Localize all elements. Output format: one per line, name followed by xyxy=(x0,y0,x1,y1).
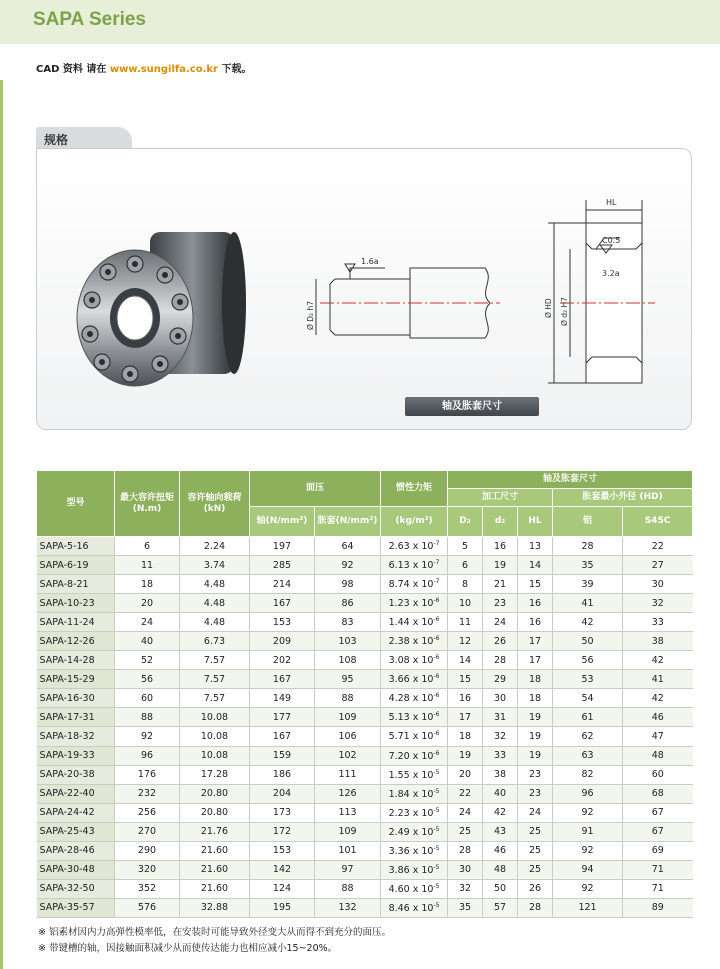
cell-al: 91 xyxy=(553,822,623,841)
cell-al: 39 xyxy=(553,575,623,594)
dimension-caption-button: 轴及胀套尺寸 xyxy=(405,397,539,416)
cell-d2: 43 xyxy=(483,822,518,841)
cell-s45c: 60 xyxy=(623,765,693,784)
cell-inertia: 1.44 x $10^{-6}$ xyxy=(381,613,448,632)
cell-d2: 8 xyxy=(448,575,483,594)
cell-s45c: 30 xyxy=(623,575,693,594)
cell-axial: 17.28 xyxy=(180,765,250,784)
header-shaft-pressure: 轴(N/mm²) xyxy=(250,507,315,537)
cell-hub-p: 83 xyxy=(315,613,381,632)
cell-shaft-p: 204 xyxy=(250,784,315,803)
cell-d2: 26 xyxy=(483,632,518,651)
cell-d2: 19 xyxy=(483,556,518,575)
cell-hl: 25 xyxy=(518,860,553,879)
cell-inertia: 8.74 x $10^{-7}$ xyxy=(381,575,448,594)
cell-d2: 33 xyxy=(483,746,518,765)
header-hub-pressure: 胀套(N/mm²) xyxy=(315,507,381,537)
cell-model: SAPA-6-19 xyxy=(37,556,115,575)
table-row xyxy=(37,822,693,841)
cell-hl: 25 xyxy=(518,841,553,860)
header-max-torque: 最大容许扭矩 (N.m) xyxy=(115,471,180,537)
cell-s45c: 33 xyxy=(623,613,693,632)
cad-suffix: 下载。 xyxy=(217,64,252,75)
cell-shaft-p: 186 xyxy=(250,765,315,784)
header-axial-load: 容许轴向载荷 (kN) xyxy=(180,471,250,537)
cell-al: 41 xyxy=(553,594,623,613)
cell-hub-p: 102 xyxy=(315,746,381,765)
spec-illustration xyxy=(0,0,720,469)
cell-d2: 18 xyxy=(448,727,483,746)
cell-model: SAPA-17-31 xyxy=(37,708,115,727)
cell-inertia: 1.84 x $10^{-5}$ xyxy=(381,784,448,803)
roughness-label-1: 1.6a xyxy=(361,257,379,266)
cell-hub-p: 98 xyxy=(315,575,381,594)
cell-axial: 20.80 xyxy=(180,784,250,803)
cell-model: SAPA-11-24 xyxy=(37,613,115,632)
chamfer-label: C0.5 xyxy=(602,236,621,245)
cell-inertia: 5.71 x $10^{-6}$ xyxy=(381,727,448,746)
table-row xyxy=(37,537,693,556)
cell-d2: 30 xyxy=(448,860,483,879)
cell-hl: 17 xyxy=(518,651,553,670)
cell-inertia: 4.28 x $10^{-6}$ xyxy=(381,689,448,708)
cell-torque: 11 xyxy=(115,556,180,575)
cell-model: SAPA-32-50 xyxy=(37,879,115,898)
header-hl: HL xyxy=(518,507,553,537)
cell-shaft-p: 202 xyxy=(250,651,315,670)
table-row xyxy=(37,746,693,765)
cell-al: 35 xyxy=(553,556,623,575)
cell-model: SAPA-10-23 xyxy=(37,594,115,613)
spec-table xyxy=(36,470,693,918)
series-title: SAPA Series xyxy=(33,9,146,30)
cell-inertia: 3.08 x $10^{-6}$ xyxy=(381,651,448,670)
cell-hl: 15 xyxy=(518,575,553,594)
cell-hub-p: 88 xyxy=(315,879,381,898)
cell-torque: 52 xyxy=(115,651,180,670)
cell-d2: 30 xyxy=(483,689,518,708)
cell-hl: 17 xyxy=(518,632,553,651)
cell-shaft-p: 197 xyxy=(250,537,315,556)
cell-al: 56 xyxy=(553,651,623,670)
cell-d2: 31 xyxy=(483,708,518,727)
cell-model: SAPA-14-28 xyxy=(37,651,115,670)
cell-axial: 7.57 xyxy=(180,651,250,670)
cell-hl: 18 xyxy=(518,670,553,689)
header-min-od: 胀套最小外径 (HD) xyxy=(553,489,693,507)
cell-model: SAPA-12-26 xyxy=(37,632,115,651)
cell-s45c: 46 xyxy=(623,708,693,727)
cad-prefix: CAD 资料 请在 xyxy=(36,64,110,75)
cell-hl: 25 xyxy=(518,822,553,841)
cell-inertia: 1.23 x $10^{-6}$ xyxy=(381,594,448,613)
cell-torque: 18 xyxy=(115,575,180,594)
cell-inertia: 7.20 x $10^{-6}$ xyxy=(381,746,448,765)
cell-axial: 4.48 xyxy=(180,613,250,632)
header-inertia-unit: (kg/m²) xyxy=(381,507,448,537)
cell-d2: 32 xyxy=(448,879,483,898)
cell-torque: 6 xyxy=(115,537,180,556)
cell-hub-p: 111 xyxy=(315,765,381,784)
table-row xyxy=(37,651,693,670)
table-row xyxy=(37,556,693,575)
cell-hub-p: 106 xyxy=(315,727,381,746)
cell-axial: 4.48 xyxy=(180,594,250,613)
cell-al: 121 xyxy=(553,898,623,917)
cell-torque: 576 xyxy=(115,898,180,917)
cell-hl: 19 xyxy=(518,708,553,727)
cell-d2: 40 xyxy=(483,784,518,803)
cell-axial: 21.60 xyxy=(180,841,250,860)
note-line: ※ 带键槽的轴，因接触面积减少从而使传达能力也相应减小15~20%。 xyxy=(38,943,338,954)
cell-hl: 18 xyxy=(518,689,553,708)
cell-s45c: 69 xyxy=(623,841,693,860)
cell-shaft-p: 285 xyxy=(250,556,315,575)
cell-shaft-p: 142 xyxy=(250,860,315,879)
cell-d2: 19 xyxy=(448,746,483,765)
table-row xyxy=(37,784,693,803)
cell-hl: 24 xyxy=(518,803,553,822)
table-row xyxy=(37,803,693,822)
cell-model: SAPA-24-42 xyxy=(37,803,115,822)
shaft-dia-label: Ø D₂ h7 xyxy=(306,301,315,330)
cell-shaft-p: 153 xyxy=(250,613,315,632)
cad-download-link[interactable]: www.sungilfa.co.kr xyxy=(109,64,218,75)
cell-axial: 21.60 xyxy=(180,860,250,879)
cell-shaft-p: 177 xyxy=(250,708,315,727)
cell-d2: 50 xyxy=(483,879,518,898)
cell-inertia: 3.36 x $10^{-5}$ xyxy=(381,841,448,860)
cell-inertia: 5.13 x $10^{-6}$ xyxy=(381,708,448,727)
table-row xyxy=(37,879,693,898)
cell-axial: 20.80 xyxy=(180,803,250,822)
cell-d2: 21 xyxy=(483,575,518,594)
cell-hl: 28 xyxy=(518,898,553,917)
header-model: 型号 xyxy=(37,471,115,537)
cell-model: SAPA-15-29 xyxy=(37,670,115,689)
cell-d2: 25 xyxy=(448,822,483,841)
cell-d2: 38 xyxy=(483,765,518,784)
cell-hub-p: 97 xyxy=(315,860,381,879)
cell-inertia: 3.66 x $10^{-6}$ xyxy=(381,670,448,689)
cell-hub-p: 132 xyxy=(315,898,381,917)
cell-s45c: 32 xyxy=(623,594,693,613)
table-row xyxy=(37,708,693,727)
cell-model: SAPA-19-33 xyxy=(37,746,115,765)
cell-al: 92 xyxy=(553,879,623,898)
cell-shaft-p: 195 xyxy=(250,898,315,917)
cell-model: SAPA-25-43 xyxy=(37,822,115,841)
cell-d2: 28 xyxy=(483,651,518,670)
header-d2-upper: D₂ xyxy=(448,507,483,537)
cell-hl: 19 xyxy=(518,727,553,746)
cell-al: 28 xyxy=(553,537,623,556)
cell-s45c: 67 xyxy=(623,803,693,822)
cell-axial: 21.60 xyxy=(180,879,250,898)
cell-torque: 96 xyxy=(115,746,180,765)
cell-inertia: 2.38 x $10^{-6}$ xyxy=(381,632,448,651)
cell-axial: 7.57 xyxy=(180,689,250,708)
cell-hub-p: 95 xyxy=(315,670,381,689)
cell-shaft-p: 159 xyxy=(250,746,315,765)
cell-inertia: 1.55 x $10^{-5}$ xyxy=(381,765,448,784)
cell-d2: 15 xyxy=(448,670,483,689)
cell-al: 92 xyxy=(553,803,623,822)
cell-s45c: 67 xyxy=(623,822,693,841)
cell-hl: 23 xyxy=(518,784,553,803)
cell-d2: 42 xyxy=(483,803,518,822)
cell-hl: 19 xyxy=(518,746,553,765)
cell-torque: 290 xyxy=(115,841,180,860)
cell-d2: 5 xyxy=(448,537,483,556)
cell-s45c: 68 xyxy=(623,784,693,803)
cell-hub-p: 126 xyxy=(315,784,381,803)
cell-axial: 6.73 xyxy=(180,632,250,651)
cell-al: 63 xyxy=(553,746,623,765)
cell-d2: 6 xyxy=(448,556,483,575)
cell-shaft-p: 214 xyxy=(250,575,315,594)
cell-model: SAPA-20-38 xyxy=(37,765,115,784)
cell-d2: 22 xyxy=(448,784,483,803)
cell-s45c: 48 xyxy=(623,746,693,765)
cell-inertia: 2.49 x $10^{-5}$ xyxy=(381,822,448,841)
cell-model: SAPA-28-46 xyxy=(37,841,115,860)
cell-d2: 24 xyxy=(448,803,483,822)
cell-axial: 10.08 xyxy=(180,708,250,727)
cell-al: 62 xyxy=(553,727,623,746)
cell-inertia: 8.46 x $10^{-5}$ xyxy=(381,898,448,917)
table-row xyxy=(37,727,693,746)
cell-al: 54 xyxy=(553,689,623,708)
cell-model: SAPA-8-21 xyxy=(37,575,115,594)
cell-hub-p: 108 xyxy=(315,651,381,670)
cell-d2: 20 xyxy=(448,765,483,784)
cell-inertia: 6.13 x $10^{-7}$ xyxy=(381,556,448,575)
cell-hub-p: 101 xyxy=(315,841,381,860)
cell-axial: 32.88 xyxy=(180,898,250,917)
table-row xyxy=(37,841,693,860)
cell-torque: 20 xyxy=(115,594,180,613)
cell-axial: 3.74 xyxy=(180,556,250,575)
cell-al: 50 xyxy=(553,632,623,651)
cell-d2: 23 xyxy=(483,594,518,613)
cell-d2: 28 xyxy=(448,841,483,860)
cell-d2: 16 xyxy=(483,537,518,556)
roughness-label-2: 3.2a xyxy=(602,269,620,278)
cell-shaft-p: 167 xyxy=(250,727,315,746)
hl-label: HL xyxy=(606,198,617,207)
cell-hub-p: 109 xyxy=(315,708,381,727)
cell-shaft-p: 124 xyxy=(250,879,315,898)
cell-model: SAPA-22-40 xyxy=(37,784,115,803)
cell-torque: 92 xyxy=(115,727,180,746)
cell-d2: 16 xyxy=(448,689,483,708)
table-row xyxy=(37,689,693,708)
cell-d2: 29 xyxy=(483,670,518,689)
cell-al: 61 xyxy=(553,708,623,727)
cell-torque: 24 xyxy=(115,613,180,632)
table-row xyxy=(37,594,693,613)
cell-torque: 320 xyxy=(115,860,180,879)
cell-model: SAPA-30-48 xyxy=(37,860,115,879)
cell-inertia: 2.63 x $10^{-7}$ xyxy=(381,537,448,556)
cell-axial: 4.48 xyxy=(180,575,250,594)
header-inertia: 惯性力矩 xyxy=(381,471,448,507)
cell-torque: 40 xyxy=(115,632,180,651)
cell-hub-p: 86 xyxy=(315,594,381,613)
cell-hub-p: 88 xyxy=(315,689,381,708)
cell-d2: 12 xyxy=(448,632,483,651)
cell-hl: 13 xyxy=(518,537,553,556)
cell-shaft-p: 172 xyxy=(250,822,315,841)
shaft-drawing xyxy=(316,264,500,338)
table-row xyxy=(37,670,693,689)
cell-d2: 14 xyxy=(448,651,483,670)
cell-torque: 352 xyxy=(115,879,180,898)
notes xyxy=(38,925,391,957)
cell-hl: 23 xyxy=(518,765,553,784)
table-row xyxy=(37,632,693,651)
cell-d2: 32 xyxy=(483,727,518,746)
cell-al: 53 xyxy=(553,670,623,689)
cell-s45c: 42 xyxy=(623,689,693,708)
table-row xyxy=(37,860,693,879)
cell-shaft-p: 149 xyxy=(250,689,315,708)
cell-al: 42 xyxy=(553,613,623,632)
cell-inertia: 4.60 x $10^{-5}$ xyxy=(381,879,448,898)
cell-hl: 16 xyxy=(518,613,553,632)
cell-model: SAPA-35-57 xyxy=(37,898,115,917)
cell-axial: 10.08 xyxy=(180,746,250,765)
cell-s45c: 27 xyxy=(623,556,693,575)
cell-s45c: 38 xyxy=(623,632,693,651)
cell-torque: 60 xyxy=(115,689,180,708)
cell-model: SAPA-16-30 xyxy=(37,689,115,708)
table-row xyxy=(37,575,693,594)
cell-hub-p: 92 xyxy=(315,556,381,575)
hub-drawing xyxy=(548,200,655,383)
cell-torque: 176 xyxy=(115,765,180,784)
header-d2-lower: d₂ xyxy=(483,507,518,537)
cell-torque: 88 xyxy=(115,708,180,727)
cell-axial: 2.24 xyxy=(180,537,250,556)
cell-d2: 17 xyxy=(448,708,483,727)
cell-al: 96 xyxy=(553,784,623,803)
cell-s45c: 89 xyxy=(623,898,693,917)
table-row xyxy=(37,898,693,917)
cell-hl: 16 xyxy=(518,594,553,613)
cell-hub-p: 103 xyxy=(315,632,381,651)
cell-s45c: 41 xyxy=(623,670,693,689)
cell-al: 92 xyxy=(553,841,623,860)
cell-s45c: 22 xyxy=(623,537,693,556)
locking-assembly-photo xyxy=(77,232,246,386)
cell-model: SAPA-5-16 xyxy=(37,537,115,556)
cell-shaft-p: 209 xyxy=(250,632,315,651)
cell-hub-p: 109 xyxy=(315,822,381,841)
cell-axial: 21.76 xyxy=(180,822,250,841)
cell-d2: 46 xyxy=(483,841,518,860)
cell-shaft-p: 167 xyxy=(250,594,315,613)
table-row xyxy=(37,765,693,784)
cell-hub-p: 64 xyxy=(315,537,381,556)
header-s45c: S45C xyxy=(623,507,693,537)
hd-label: Ø HD xyxy=(544,298,553,318)
cell-d2: 11 xyxy=(448,613,483,632)
cell-hl: 14 xyxy=(518,556,553,575)
cell-d2: 35 xyxy=(448,898,483,917)
cell-shaft-p: 167 xyxy=(250,670,315,689)
cell-d2: 48 xyxy=(483,860,518,879)
cell-s45c: 71 xyxy=(623,879,693,898)
header-pressure: 面压 xyxy=(250,471,381,507)
cell-shaft-p: 153 xyxy=(250,841,315,860)
cell-al: 94 xyxy=(553,860,623,879)
cell-s45c: 42 xyxy=(623,651,693,670)
cell-s45c: 47 xyxy=(623,727,693,746)
header-machining: 加工尺寸 xyxy=(448,489,553,507)
cell-hl: 26 xyxy=(518,879,553,898)
cell-d2: 57 xyxy=(483,898,518,917)
note-line: ※ 铝素材因内力高弹性模率低，在安装时可能导致外径变大从而得不到充分的面压。 xyxy=(38,927,391,938)
cell-inertia: 2.23 x $10^{-5}$ xyxy=(381,803,448,822)
cell-torque: 270 xyxy=(115,822,180,841)
cell-torque: 56 xyxy=(115,670,180,689)
hub-dia-label: Ø d₂ H7 xyxy=(560,297,569,326)
cell-axial: 7.57 xyxy=(180,670,250,689)
cell-d2: 24 xyxy=(483,613,518,632)
cell-s45c: 71 xyxy=(623,860,693,879)
cell-hub-p: 113 xyxy=(315,803,381,822)
cell-shaft-p: 173 xyxy=(250,803,315,822)
cell-torque: 256 xyxy=(115,803,180,822)
spec-tab-label: 规格 xyxy=(44,133,69,147)
cell-model: SAPA-18-32 xyxy=(37,727,115,746)
table-row xyxy=(37,613,693,632)
cell-inertia: 3.86 x $10^{-5}$ xyxy=(381,860,448,879)
cell-torque: 232 xyxy=(115,784,180,803)
header-dims: 轴及胀套尺寸 xyxy=(448,471,693,489)
cell-d2: 10 xyxy=(448,594,483,613)
cell-axial: 10.08 xyxy=(180,727,250,746)
header-aluminum: 铝 xyxy=(553,507,623,537)
cell-al: 82 xyxy=(553,765,623,784)
